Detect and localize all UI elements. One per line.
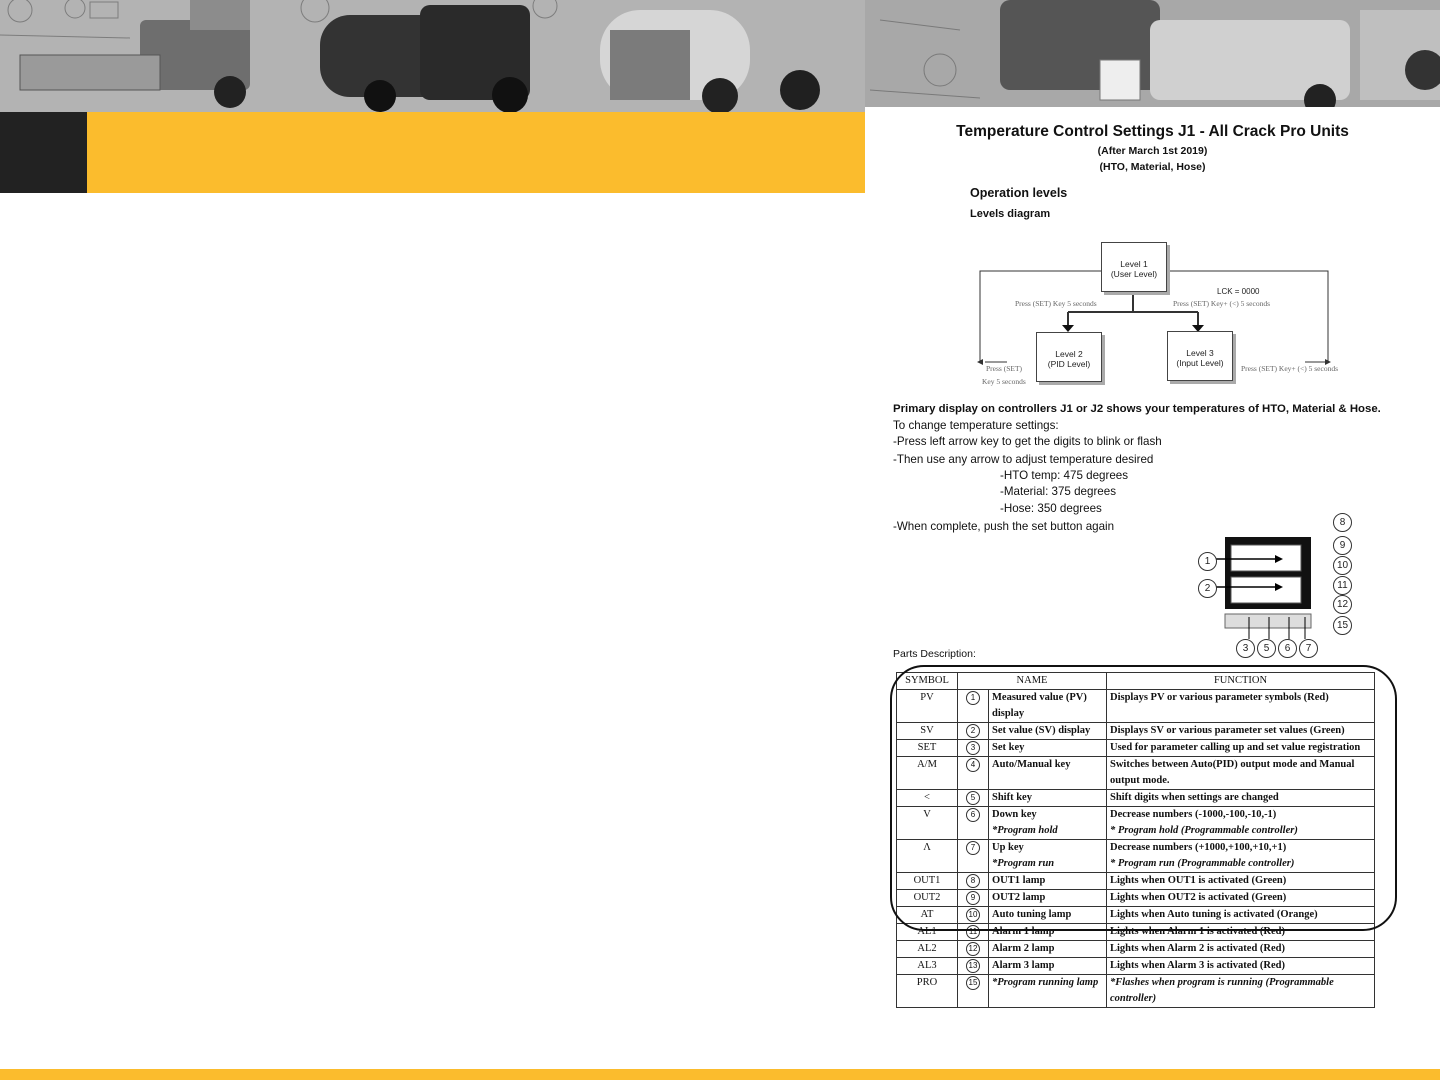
parts-table (896, 672, 1375, 1008)
function-text: Lights when OUT2 is activated (Green) (1110, 892, 1287, 903)
symbol-text: AL2 (917, 943, 937, 954)
function-cell (1107, 873, 1375, 890)
note-right-top: Press (SET) Key+ (<) 5 seconds (1173, 299, 1270, 308)
symbol-cell (897, 807, 958, 840)
name-cell (989, 907, 1107, 924)
number-badge: 6 (966, 808, 980, 822)
number-cell (958, 924, 989, 941)
function-cell (1107, 790, 1375, 807)
number-badge: 1 (966, 691, 980, 705)
callout-2: 2 (1198, 579, 1217, 598)
table-row (897, 975, 1375, 1008)
function-text: Decrease numbers (-1000,-100,-10,-1) (1110, 809, 1277, 820)
number-cell (958, 907, 989, 924)
table-row (897, 924, 1375, 941)
number-cell (958, 958, 989, 975)
symbol-cell (897, 690, 958, 723)
note-right-bottom: Press (SET) Key+ (<) 5 seconds (1241, 364, 1338, 373)
step1-text: -Press left arrow key to get the digits to blink or flash (893, 435, 1162, 448)
document-subtitle-parts: (HTO, Material, Hose) (1099, 161, 1206, 173)
title-band (87, 112, 865, 193)
number-badge: 11 (966, 925, 980, 939)
number-cell (958, 840, 989, 873)
symbol-text: OUT2 (913, 892, 941, 903)
name-note: *Program run (992, 858, 1055, 869)
level1-title: Level 1 (1120, 259, 1148, 269)
function-cell (1107, 890, 1375, 907)
table-row (897, 690, 1375, 723)
name-text: Set key (992, 742, 1025, 753)
name-text: OUT2 lamp (992, 892, 1046, 903)
symbol-text: A/M (917, 759, 937, 770)
callout-12: 12 (1333, 595, 1352, 614)
name-cell (989, 840, 1107, 873)
symbol-text: Λ (923, 842, 931, 853)
number-badge: 4 (966, 758, 980, 772)
name-cell (989, 690, 1107, 723)
number-badge: 10 (966, 908, 980, 922)
table-row (897, 958, 1375, 975)
table-row (897, 890, 1375, 907)
table-row (897, 790, 1375, 807)
table-row (897, 941, 1375, 958)
symbol-cell (897, 790, 958, 807)
table-row (897, 807, 1375, 840)
callout-6: 6 (1278, 639, 1297, 658)
name-cell (989, 924, 1107, 941)
name-cell (989, 740, 1107, 757)
level2-title: Level 2 (1055, 349, 1083, 359)
function-note: * Program run (Programmable controller) (1110, 858, 1295, 869)
function-cell (1107, 723, 1375, 740)
table-row (897, 723, 1375, 740)
name-cell (989, 807, 1107, 840)
function-text: Used for parameter calling up and set value registration (1110, 742, 1361, 753)
level2-subtitle: (PID Level) (1047, 359, 1091, 369)
symbol-cell (897, 907, 958, 924)
primary-display-text: Primary display on controllers J1 or J2 shows your temperatures of HTO, Material & Hose. (893, 403, 1381, 415)
function-cell (1107, 907, 1375, 924)
note-left-top: Press (SET) Key 5 seconds (1015, 299, 1097, 308)
number-badge: 5 (966, 791, 980, 805)
number-badge: 13 (966, 959, 980, 973)
number-cell (958, 890, 989, 907)
name-text: Alarm 2 lamp (992, 943, 1055, 954)
name-cell (989, 790, 1107, 807)
callout-15: 15 (1333, 616, 1352, 635)
document-title: Temperature Control Settings J1 - All Crack Pro Units (956, 123, 1349, 140)
function-text: Lights when Alarm 2 is activated (Red) (1110, 943, 1285, 954)
level2-box (1036, 332, 1102, 382)
number-cell (958, 723, 989, 740)
name-note: *Program hold (992, 825, 1058, 836)
callout-7: 7 (1299, 639, 1318, 658)
header-name: NAME (958, 673, 1107, 690)
name-text: Set value (SV) display (992, 725, 1091, 736)
table-row (897, 840, 1375, 873)
callout-5: 5 (1257, 639, 1276, 658)
function-cell (1107, 941, 1375, 958)
callout-8: 8 (1333, 513, 1352, 532)
sub-heading: Levels diagram (970, 208, 1051, 220)
callout-3: 3 (1236, 639, 1255, 658)
function-text: Lights when Auto tuning is activated (Orange) (1110, 909, 1318, 920)
table-header-row (897, 673, 1375, 690)
function-cell (1107, 740, 1375, 757)
function-text: Decrease numbers (+1000,+100,+10,+1) (1110, 842, 1287, 853)
name-text: Auto/Manual key (992, 759, 1071, 770)
parts-table-body (897, 690, 1375, 1008)
symbol-text: PV (920, 692, 934, 703)
hose-temp-text: -Hose: 350 degrees (1000, 502, 1102, 515)
name-text: Alarm 1 lamp (992, 926, 1055, 937)
step3-text: -When complete, push the set button again (893, 520, 1115, 533)
number-cell (958, 807, 989, 840)
level3-box (1167, 331, 1233, 381)
symbol-cell (897, 924, 958, 941)
name-text: Measured value (PV) display (992, 692, 1087, 719)
callout-1: 1 (1198, 552, 1217, 571)
symbol-cell (897, 873, 958, 890)
number-cell (958, 975, 989, 1008)
symbol-cell (897, 757, 958, 790)
symbol-text: V (923, 809, 931, 820)
bottom-accent-bar (0, 1069, 1440, 1080)
symbol-text: AL3 (917, 960, 937, 971)
function-cell (1107, 840, 1375, 873)
number-badge: 2 (966, 724, 980, 738)
name-cell (989, 723, 1107, 740)
function-note: *Flashes when program is running (Programmable controller) (1110, 977, 1334, 1004)
name-text: Up key (992, 842, 1024, 853)
function-text: Switches between Auto(PID) output mode and Manual output mode. (1110, 759, 1355, 786)
name-cell (989, 757, 1107, 790)
lck-label: LCK = 0000 (1217, 287, 1260, 296)
number-badge: 9 (966, 891, 980, 905)
number-cell (958, 690, 989, 723)
callout-9: 9 (1333, 536, 1352, 555)
function-cell (1107, 690, 1375, 723)
number-cell (958, 873, 989, 890)
function-text: Shift digits when settings are changed (1110, 792, 1279, 803)
symbol-cell (897, 958, 958, 975)
symbol-cell (897, 723, 958, 740)
symbol-text: SV (920, 725, 934, 736)
symbol-text: AT (920, 909, 934, 920)
name-cell (989, 975, 1107, 1008)
name-text: OUT1 lamp (992, 875, 1046, 886)
function-cell (1107, 924, 1375, 941)
number-badge: 15 (966, 976, 980, 990)
name-cell (989, 941, 1107, 958)
symbol-text: PRO (916, 977, 938, 988)
note-left-bottom: Press (SET) (986, 364, 1023, 373)
symbol-text: SET (917, 742, 937, 753)
symbol-cell (897, 890, 958, 907)
name-text: Auto tuning lamp (992, 909, 1072, 920)
title-accent-block (0, 112, 87, 193)
function-text: Lights when Alarm 1 is activated (Red) (1110, 926, 1285, 937)
number-badge: 8 (966, 874, 980, 888)
header-symbol: SYMBOL (897, 673, 958, 690)
function-cell (1107, 807, 1375, 840)
level3-title: Level 3 (1186, 348, 1214, 358)
symbol-cell (897, 975, 958, 1008)
document-image (865, 107, 1440, 1069)
header-function: FUNCTION (1107, 673, 1375, 690)
parts-description-label: Parts Description: (893, 648, 976, 660)
symbol-text: OUT1 (913, 875, 941, 886)
table-row (897, 757, 1375, 790)
table-row (897, 740, 1375, 757)
number-cell (958, 740, 989, 757)
material-temp-text: -Material: 375 degrees (1000, 485, 1116, 498)
table-row (897, 873, 1375, 890)
equipment-photo-collage (0, 0, 1440, 112)
name-text: Alarm 3 lamp (992, 960, 1055, 971)
number-cell (958, 941, 989, 958)
name-note: *Program running lamp (992, 977, 1099, 988)
number-badge: 3 (966, 741, 980, 755)
symbol-cell (897, 840, 958, 873)
name-cell (989, 958, 1107, 975)
level1-box (1101, 242, 1167, 292)
function-text: Lights when Alarm 3 is activated (Red) (1110, 960, 1285, 971)
number-cell (958, 757, 989, 790)
number-badge: 7 (966, 841, 980, 855)
note-left-bottom-2: Key 5 seconds (982, 377, 1026, 386)
function-text: Lights when OUT1 is activated (Green) (1110, 875, 1287, 886)
callout-11: 11 (1333, 576, 1352, 595)
level1-subtitle: (User Level) (1110, 269, 1158, 279)
level3-subtitle: (Input Level) (1176, 358, 1224, 368)
symbol-cell (897, 740, 958, 757)
number-badge: 12 (966, 942, 980, 956)
function-text: Displays SV or various parameter set values (Green) (1110, 725, 1345, 736)
table-row (897, 907, 1375, 924)
function-text: Displays PV or various parameter symbols (Red) (1110, 692, 1329, 703)
function-cell (1107, 757, 1375, 790)
to-change-text: To change temperature settings: (893, 419, 1059, 432)
hto-temp-text: -HTO temp: 475 degrees (1000, 469, 1129, 482)
callout-10: 10 (1333, 556, 1352, 575)
name-cell (989, 873, 1107, 890)
section-heading: Operation levels (970, 186, 1068, 200)
symbol-cell (897, 941, 958, 958)
number-cell (958, 790, 989, 807)
controller-drawing (1195, 507, 1325, 647)
name-text: Down key (992, 809, 1037, 820)
name-text: Shift key (992, 792, 1032, 803)
header-photo-strip (0, 0, 1440, 112)
step2-text: -Then use any arrow to adjust temperature desired (893, 453, 1154, 466)
symbol-text: < (924, 792, 930, 803)
document-subtitle-date: (After March 1st 2019) (1097, 145, 1208, 157)
name-cell (989, 890, 1107, 907)
function-cell (1107, 975, 1375, 1008)
function-note: * Program hold (Programmable controller) (1110, 825, 1298, 836)
function-cell (1107, 958, 1375, 975)
symbol-text: AL1 (917, 926, 937, 937)
